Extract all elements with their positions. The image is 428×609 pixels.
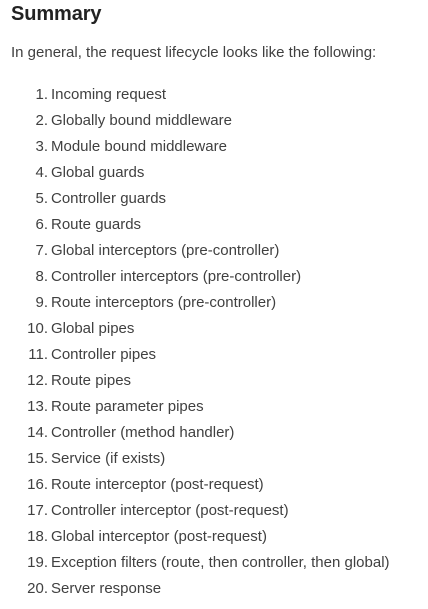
- list-item-text: Global interceptors (pre-controller): [51, 242, 280, 259]
- list-item-number: 1.: [35, 86, 48, 103]
- list-item-number: 13.: [27, 398, 48, 415]
- list-item-number: 18.: [27, 528, 48, 545]
- list-item: [0, 552, 428, 578]
- list-item: [0, 266, 428, 292]
- list-item-text: Route pipes: [51, 372, 132, 389]
- list-item: [0, 188, 428, 214]
- list-item-text: Global pipes: [51, 320, 135, 337]
- list-item-number: 3.: [35, 138, 48, 155]
- list-item-text: Server response: [51, 580, 162, 597]
- list-item-text: Controller (method handler): [51, 424, 235, 441]
- list-item-number: 17.: [27, 502, 48, 519]
- list-item-number: 4.: [35, 164, 48, 181]
- list-item: [0, 448, 428, 474]
- list-item: [0, 84, 428, 110]
- list-item: [0, 162, 428, 188]
- list-item-text: Controller interceptor (post-request): [51, 502, 289, 519]
- intro-paragraph: In general, the request lifecycle looks like the following:: [11, 44, 377, 61]
- list-item: [0, 396, 428, 422]
- list-item-number: 5.: [35, 190, 48, 207]
- list-item: [0, 344, 428, 370]
- list-item-text: Exception filters (route, then controller, then global): [51, 554, 390, 571]
- list-item-text: Route parameter pipes: [51, 398, 204, 415]
- list-item: [0, 474, 428, 500]
- list-item: [0, 292, 428, 318]
- list-item: [0, 136, 428, 162]
- list-item: [0, 214, 428, 240]
- list-item-text: Route interceptors (pre-controller): [51, 294, 277, 311]
- list-item: [0, 240, 428, 266]
- list-item-number: 10.: [27, 320, 48, 337]
- list-item: [0, 110, 428, 136]
- list-item-text: Controller pipes: [51, 346, 157, 363]
- list-item-text: Service (if exists): [51, 450, 166, 467]
- list-item-text: Incoming request: [51, 86, 167, 103]
- list-item-text: Controller guards: [51, 190, 167, 207]
- list-item-number: 12.: [27, 372, 48, 389]
- list-item-number: 2.: [35, 112, 48, 129]
- list-item: [0, 500, 428, 526]
- list-item-text: Module bound middleware: [51, 138, 227, 155]
- list-item-text: Controller interceptors (pre-controller): [51, 268, 302, 285]
- list-item: [0, 422, 428, 448]
- list-item-number: 20.: [27, 580, 48, 597]
- section-heading: Summary: [11, 3, 102, 25]
- list-item-number: 9.: [35, 294, 48, 311]
- list-item: [0, 370, 428, 396]
- list-item-number: 14.: [27, 424, 48, 441]
- list-item: [0, 526, 428, 552]
- list-item-number: 11.: [28, 346, 48, 363]
- list-item: [0, 578, 428, 604]
- list-item-number: 7.: [35, 242, 48, 259]
- list-item-number: 8.: [35, 268, 48, 285]
- list-item-number: 19.: [27, 554, 48, 571]
- list-item-number: 6.: [35, 216, 48, 233]
- list-item-number: 16.: [27, 476, 48, 493]
- list-item-text: Globally bound middleware: [51, 112, 232, 129]
- list-item-text: Route guards: [51, 216, 142, 233]
- list-item-number: 15.: [27, 450, 48, 467]
- list-item-text: Global guards: [51, 164, 145, 181]
- lifecycle-steps-list: [0, 84, 428, 604]
- list-item: [0, 318, 428, 344]
- list-item-text: Route interceptor (post-request): [51, 476, 264, 493]
- list-item-text: Global interceptor (post-request): [51, 528, 267, 545]
